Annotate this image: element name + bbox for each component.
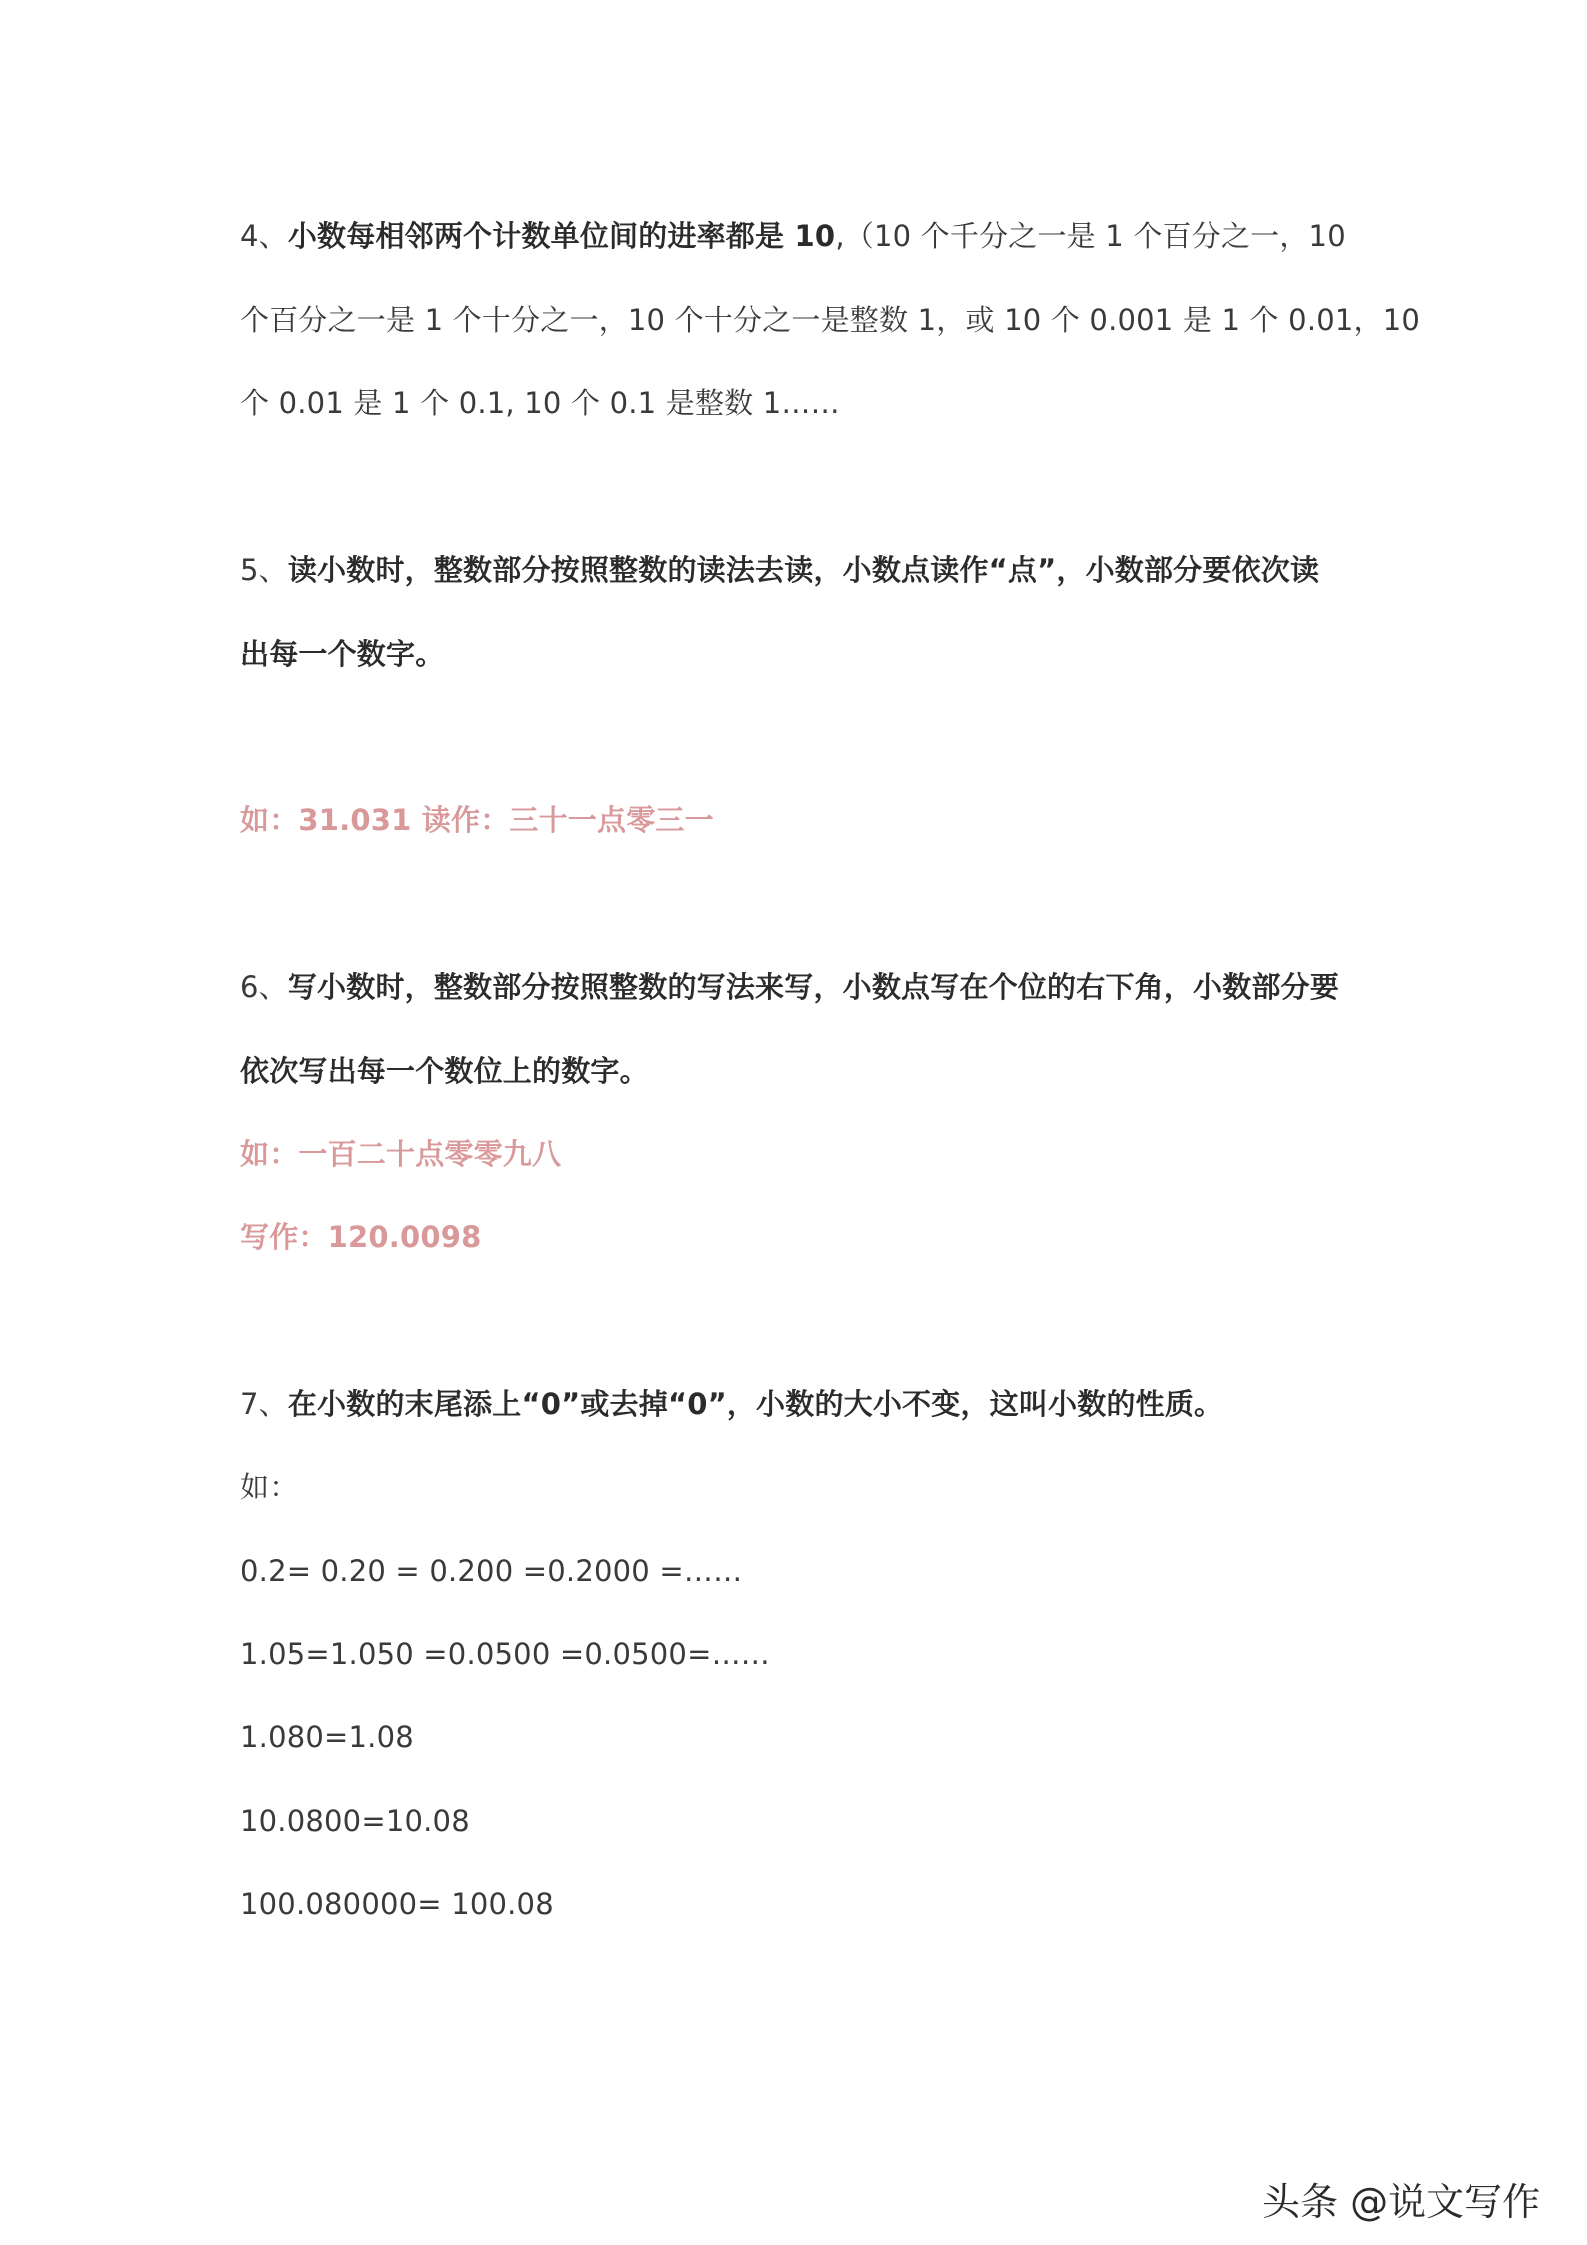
item-7-number: 7、 [240,1387,288,1421]
item-7-line-1 [240,1384,1360,1424]
item-7-example: 100.080000= 100.08 [240,1887,554,1921]
item-5-line-2: 出每一个数字。 [240,637,445,671]
item-6-line-1 [240,967,1360,1007]
item-6-example-2: 写作：120.0098 [240,1220,482,1254]
item-5-bold-text: 读小数时，整数部分按照整数的读法去读，小数点读作“点”，小数部分要依次读 [287,553,1320,587]
item-7-intro: 如： [240,1470,299,1504]
item-4-bold-text: 小数每相邻两个计数单位间的进率都是 10 [287,219,836,253]
item-6-number: 6、 [240,970,288,1004]
item-7-example: 10.0800=10.08 [240,1804,470,1838]
item-7-example: 0.2= 0.20 = 0.200 =0.2000 =…… [240,1554,743,1588]
item-5-line-1 [240,550,1360,590]
item-4-line-3: 个 0.01 是 1 个 0.1, 10 个 0.1 是整数 1…… [240,386,840,420]
item-7-example: 1.080=1.08 [240,1720,414,1754]
item-5-number: 5、 [240,553,288,587]
item-4-line-2: 个百分之一是 1 个十分之一，10 个十分之一是整数 1，或 10 个 0.001 是 1 个 0.01，10 [240,303,1421,337]
watermark-text: 头条 @说文写作 [1262,2180,1541,2224]
item-7-example: 1.05=1.050 =0.0500 =0.0500=…… [240,1637,770,1671]
item-4-number: 4、 [240,219,288,253]
item-5-example: 如：31.031 读作：三十一点零三一 [240,803,714,837]
item-4-line-1 [240,216,1360,256]
item-4-rest-text: ,（10 个千分之一是 1 个百分之一，10 [835,219,1346,253]
item-6-bold-text: 写小数时，整数部分按照整数的写法来写，小数点写在个位的右下角，小数部分要 [287,970,1340,1004]
item-7-bold-text: 在小数的末尾添上“0”或去掉“0”，小数的大小不变，这叫小数的性质。 [287,1387,1224,1421]
item-6-example-1: 如：一百二十点零零九八 [240,1137,562,1171]
item-6-line-2: 依次写出每一个数位上的数字。 [240,1054,649,1088]
